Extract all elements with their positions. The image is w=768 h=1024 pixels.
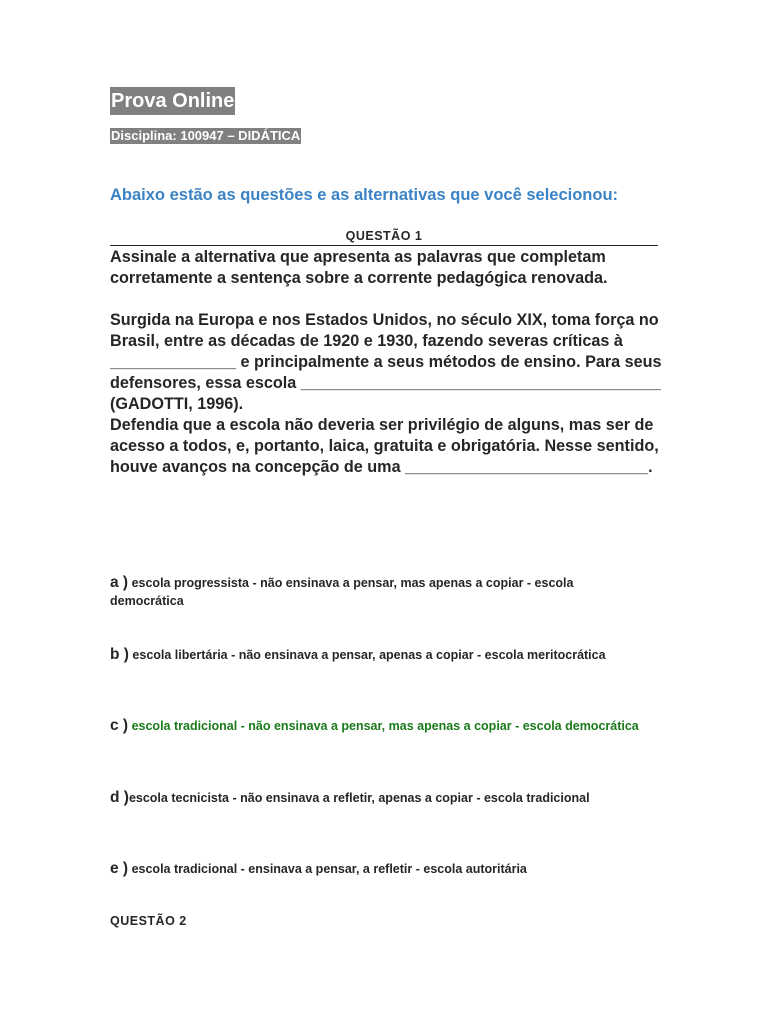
alternative-letter: c ): [110, 717, 129, 734]
intro-text: Abaixo estão as questões e as alternativas que você selecionou:: [110, 186, 619, 204]
paragraph-gap: [110, 289, 662, 310]
alternative-letter: a ): [110, 574, 129, 591]
alternative-d: [110, 789, 650, 807]
discipline-label: Disciplina: 100947 – DIDÁTICA: [111, 128, 301, 143]
alternative-e: [110, 860, 650, 878]
question-1-paragraph-1: Surgida na Europa e nos Estados Unidos, no século XIX, toma força no Brasil, entre as décadas de 1920 e 1930, fazendo severas críticas à ______________ e principalmente a seus métodos de ensino. Para seus defensores, essa escola ________________________________________ (GADOTTI, 1996).: [110, 311, 662, 413]
alternative-letter: b ): [110, 646, 129, 663]
question-1-prompt: Assinale a alternativa que apresenta as palavras que completam corretamente a sentença sobre a corrente pedagógica renovada.: [110, 248, 608, 287]
question-1-header: QUESTÃO 1: [110, 228, 658, 246]
alternative-letter: d ): [110, 789, 129, 806]
alternative-c-selected: [110, 717, 650, 735]
alternative-a: [110, 574, 650, 610]
alternative-text: escola tradicional - não ensinava a pensar, mas apenas a copiar - escola democrática: [131, 719, 639, 733]
question-1-body: [110, 247, 662, 478]
question-1-paragraph-2: Defendia que a escola não deveria ser privilégio de alguns, mas ser de acesso a todos, e, portanto, laica, gratuita e obrigatória. Nesse sentido, houve avanços na concepção de uma ___________________________.: [110, 416, 659, 476]
alternative-text: escola libertária - não ensinava a pensar, apenas a copiar - escola meritocrática: [132, 648, 606, 662]
question-2-header: QUESTÃO 2: [110, 914, 187, 928]
page-title: Prova Online: [110, 87, 235, 115]
alternative-text: escola tradicional - ensinava a pensar, a refletir - escola autoritária: [131, 862, 527, 876]
alternative-text: escola tecnicista - não ensinava a refletir, apenas a copiar - escola tradicional: [128, 791, 590, 805]
alternative-text: escola progressista - não ensinava a pensar, mas apenas a copiar - escola democrática: [110, 576, 574, 608]
alternative-letter: e ): [110, 860, 129, 877]
alternative-b: [110, 646, 650, 664]
